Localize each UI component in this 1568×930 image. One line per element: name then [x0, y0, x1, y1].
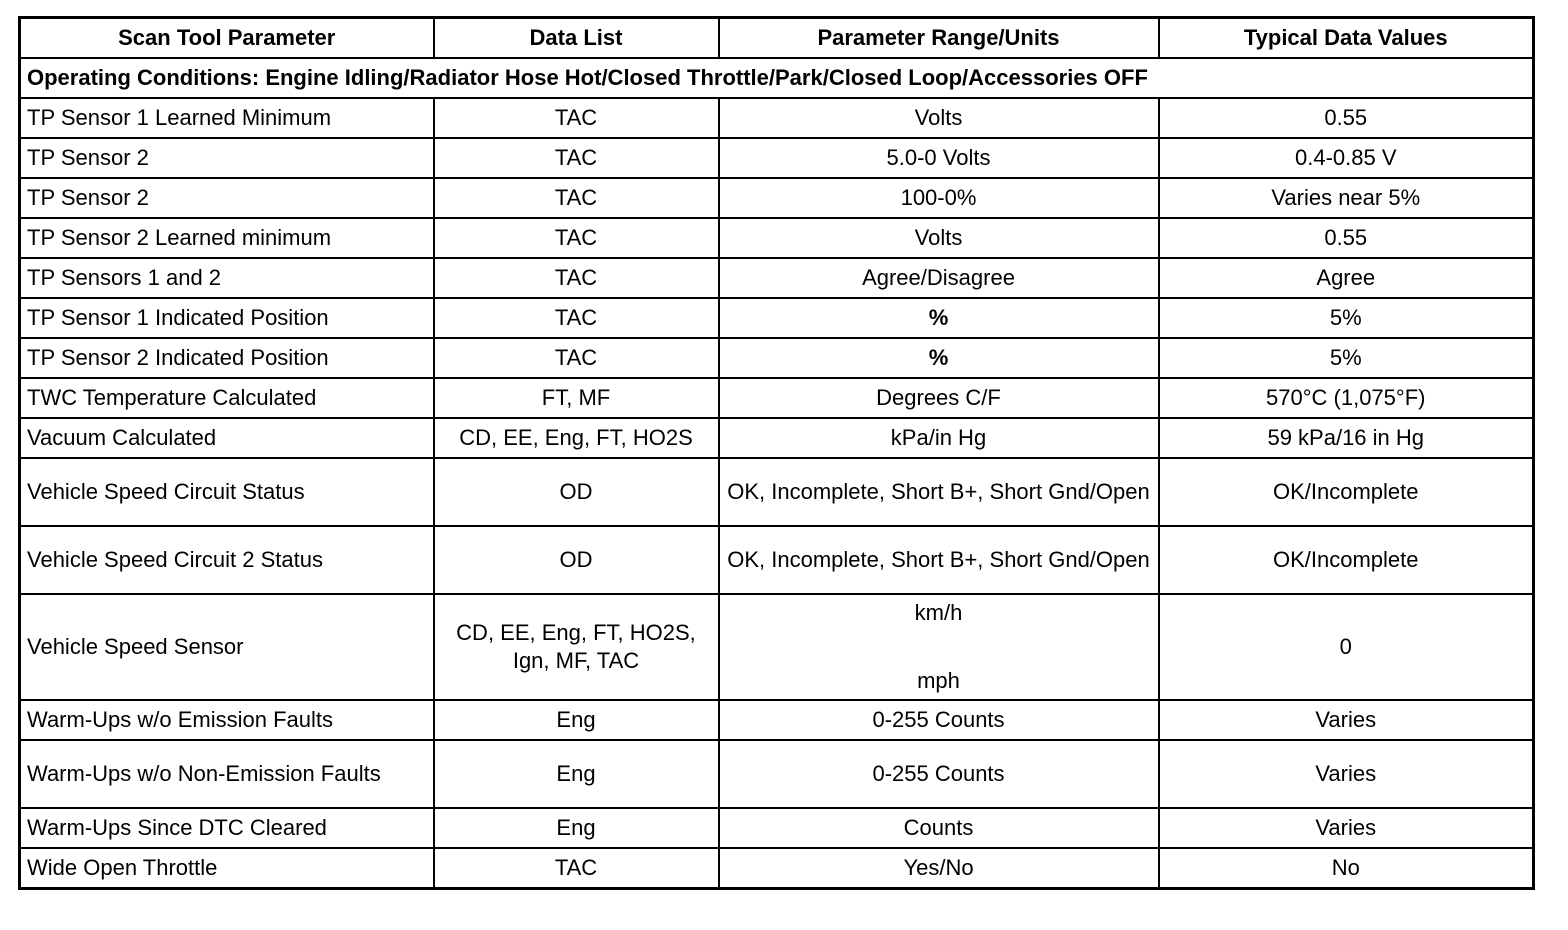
cell-typical: Varies: [1159, 700, 1534, 740]
cell-parameter: TP Sensor 2: [20, 178, 434, 218]
cell-parameter: TP Sensor 2 Indicated Position: [20, 338, 434, 378]
cell-range: 0-255 Counts: [719, 740, 1159, 808]
cell-data-list: Eng: [434, 740, 719, 808]
cell-data-list: Eng: [434, 808, 719, 848]
cell-typical: 570°C (1,075°F): [1159, 378, 1534, 418]
cell-range: Degrees C/F: [719, 378, 1159, 418]
cell-data-list: TAC: [434, 848, 719, 889]
cell-parameter: TP Sensor 1 Learned Minimum: [20, 98, 434, 138]
cell-range: %: [719, 338, 1159, 378]
cell-parameter: Vehicle Speed Circuit Status: [20, 458, 434, 526]
table-row: [20, 594, 1534, 700]
cell-parameter: TWC Temperature Calculated: [20, 378, 434, 418]
table-row: [20, 258, 1534, 298]
table-row: [20, 526, 1534, 594]
cell-parameter: Warm-Ups w/o Emission Faults: [20, 700, 434, 740]
cell-data-list: TAC: [434, 258, 719, 298]
cell-data-list: FT, MF: [434, 378, 719, 418]
table-row: [20, 178, 1534, 218]
cell-typical: Agree: [1159, 258, 1534, 298]
cell-range: Volts: [719, 218, 1159, 258]
cell-typical: OK/Incomplete: [1159, 526, 1534, 594]
cell-data-list: TAC: [434, 298, 719, 338]
table-row: [20, 808, 1534, 848]
cell-data-list: Eng: [434, 700, 719, 740]
cell-parameter: Vehicle Speed Circuit 2 Status: [20, 526, 434, 594]
cell-range: Agree/Disagree: [719, 258, 1159, 298]
cell-parameter: Vacuum Calculated: [20, 418, 434, 458]
cell-typical: 0: [1159, 594, 1534, 700]
table-row: [20, 298, 1534, 338]
unit-mph: mph: [917, 668, 960, 693]
cell-parameter: TP Sensor 2: [20, 138, 434, 178]
cell-typical: 0.4-0.85 V: [1159, 138, 1534, 178]
cell-typical: 59 kPa/16 in Hg: [1159, 418, 1534, 458]
cell-range: OK, Incomplete, Short B+, Short Gnd/Open: [719, 526, 1159, 594]
scan-tool-data-table: [18, 16, 1535, 890]
table-row: [20, 418, 1534, 458]
cell-range: [719, 594, 1159, 700]
cell-range: Counts: [719, 808, 1159, 848]
table-row: [20, 218, 1534, 258]
cell-parameter: TP Sensors 1 and 2: [20, 258, 434, 298]
operating-conditions: Operating Conditions: Engine Idling/Radiator Hose Hot/Closed Throttle/Park/Closed Loop/Accessories OFF: [20, 58, 1534, 98]
cell-range: Yes/No: [719, 848, 1159, 889]
table-row: [20, 138, 1534, 178]
table-row: [20, 338, 1534, 378]
cell-parameter: TP Sensor 2 Learned minimum: [20, 218, 434, 258]
cell-data-list: TAC: [434, 218, 719, 258]
cell-range: kPa/in Hg: [719, 418, 1159, 458]
cell-data-list: CD, EE, Eng, FT, HO2S, Ign, MF, TAC: [434, 594, 719, 700]
header-parameter-range-units: Parameter Range/Units: [719, 18, 1159, 59]
table-row: [20, 700, 1534, 740]
cell-parameter: TP Sensor 1 Indicated Position: [20, 298, 434, 338]
cell-data-list: TAC: [434, 138, 719, 178]
cell-data-list: TAC: [434, 178, 719, 218]
table-row: [20, 378, 1534, 418]
cell-typical: OK/Incomplete: [1159, 458, 1534, 526]
header-typical-data-values: Typical Data Values: [1159, 18, 1534, 59]
cell-parameter: Warm-Ups w/o Non-Emission Faults: [20, 740, 434, 808]
cell-typical: 5%: [1159, 338, 1534, 378]
operating-conditions-row: [20, 58, 1534, 98]
cell-data-list: CD, EE, Eng, FT, HO2S: [434, 418, 719, 458]
cell-range: 5.0-0 Volts: [719, 138, 1159, 178]
cell-typical: 5%: [1159, 298, 1534, 338]
cell-parameter: Warm-Ups Since DTC Cleared: [20, 808, 434, 848]
table-row: [20, 740, 1534, 808]
cell-typical: 0.55: [1159, 218, 1534, 258]
cell-range: %: [719, 298, 1159, 338]
header-scan-tool-parameter: Scan Tool Parameter: [20, 18, 434, 59]
cell-data-list: TAC: [434, 98, 719, 138]
cell-typical: No: [1159, 848, 1534, 889]
header-data-list: Data List: [434, 18, 719, 59]
cell-typical: Varies near 5%: [1159, 178, 1534, 218]
cell-data-list: TAC: [434, 338, 719, 378]
cell-range: 0-255 Counts: [719, 700, 1159, 740]
cell-data-list: OD: [434, 526, 719, 594]
cell-range: 100-0%: [719, 178, 1159, 218]
cell-typical: 0.55: [1159, 98, 1534, 138]
cell-typical: Varies: [1159, 740, 1534, 808]
header-row: [20, 18, 1534, 59]
cell-range: Volts: [719, 98, 1159, 138]
cell-typical: Varies: [1159, 808, 1534, 848]
cell-parameter: Wide Open Throttle: [20, 848, 434, 889]
vehicle-speed-units: [726, 599, 1152, 695]
table-row: [20, 98, 1534, 138]
cell-range: OK, Incomplete, Short B+, Short Gnd/Open: [719, 458, 1159, 526]
unit-kmh: km/h: [914, 600, 963, 625]
cell-data-list: OD: [434, 458, 719, 526]
cell-parameter: Vehicle Speed Sensor: [20, 594, 434, 700]
table-row: [20, 848, 1534, 889]
table-row: [20, 458, 1534, 526]
